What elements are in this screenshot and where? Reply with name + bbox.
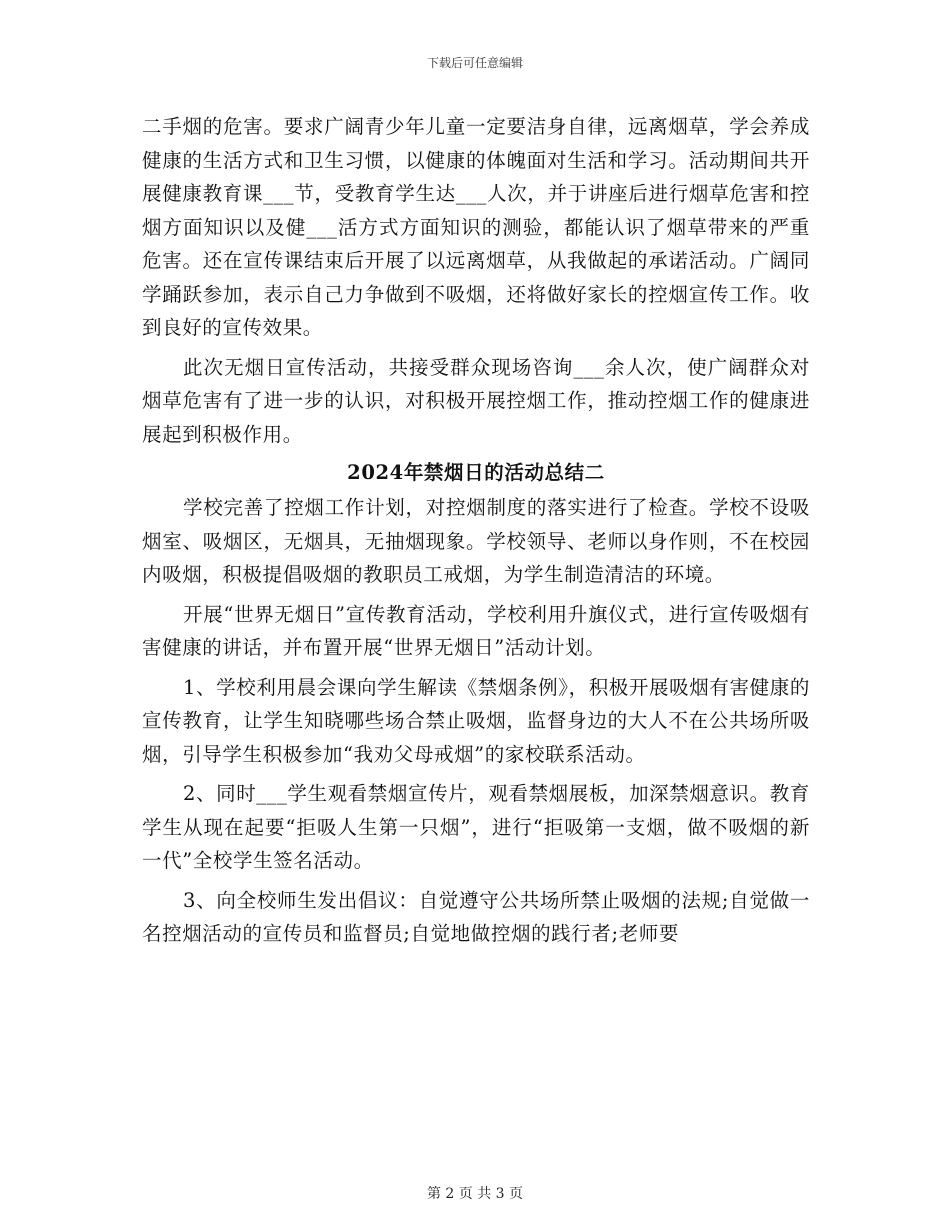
list-item-1: 1、学校利用晨会课向学生解读《禁烟条例》，积极开展吸烟有害健康的宣传教育，让学生知晓哪些场合禁止吸烟，监督身边的大人不在公共场所吸烟，引导学生积极参加“我劝父母戒烟”的家校联系活动。: [142, 675, 810, 766]
page-header-note: 下载后可任意编辑: [426, 56, 523, 70]
list-item-3: 3、向全校师生发出倡议：自觉遵守公共场所禁止吸烟的法规;自觉做一名控烟活动的宣传员和监督员;自觉地做控烟的践行者;老师要: [142, 888, 810, 945]
paragraph-no-smoking-day-consultation: 此次无烟日宣传活动，共接受群众现场咨询___余人次，使广阔群众对烟草危害有了进一步的认识，对积极开展控烟工作，推动控烟工作的健康进展起到积极作用。: [142, 355, 810, 446]
list-item-2: 2、同时___学生观看禁烟宣传片，观看禁烟展板，加深禁烟意识。教育学生从现在起要“拒吸人生第一只烟”，进行“拒吸第一支烟，做不吸烟的新一代”全校学生签名活动。: [142, 782, 810, 872]
section-title: 2024年禁烟日的活动总结二: [347, 461, 605, 484]
paragraph-school-control-plan: 学校完善了控烟工作计划，对控烟制度的落实进行了检查。学校不设吸烟室、吸烟区，无烟具，无抽烟现象。学校领导、老师以身作则，不在校园内吸烟，积极提倡吸烟的教职员工戒烟，为学生制造清洁的环境。: [142, 496, 810, 586]
paragraph-secondhand-smoke: 二手烟的危害。要求广阔青少年儿童一定要洁身自律，远离烟草，学会养成健康的生活方式和卫生习惯，以健康的体魄面对生活和学习。活动期间共开展健康教育课___节，受教育学生达___人次，并于讲座后进行烟草危害和控烟方面知识以及健___活方式方面知识的测验，都能认识了烟草带来的严重危害。还在宣传课结束后开展了以远离烟草，从我做起的承诺活动。广阔同学踊跃参加，表示自己力争做到不吸烟，还将做好家长的控烟宣传工作。收到良好的宣传效果。: [142, 115, 810, 339]
document-body: [142, 110, 810, 951]
paragraph-world-no-tobacco-day: 开展“世界无烟日”宣传教育活动，学校利用升旗仪式，进行宣传吸烟有害健康的讲话，并布置开展“世界无烟日”活动计划。: [142, 602, 810, 659]
page-number: 第 2 页 共 3 页: [426, 1186, 524, 1202]
